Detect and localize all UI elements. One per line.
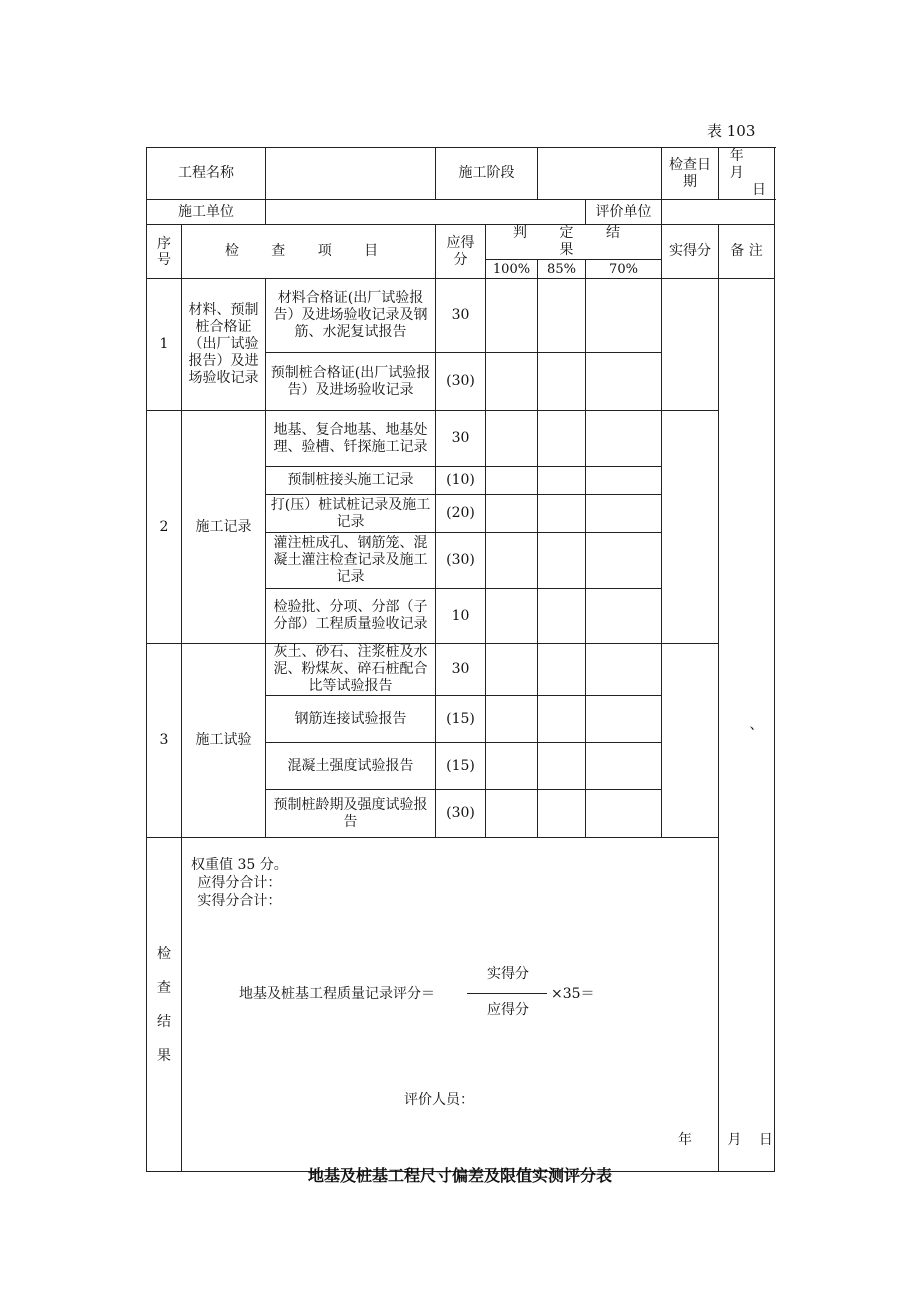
col-seq-text: 序号 [157,235,171,268]
cell-p85 [538,589,586,644]
cell-p100 [486,696,538,743]
actual-total-text: 实得分合计： [197,893,282,909]
cell-p70 [586,533,662,589]
eval-unit-label: 评价单位 [586,200,662,225]
cell-p100 [486,353,538,411]
cell-p70 [586,411,662,467]
cell-p85 [538,533,586,589]
cell-p70 [586,790,662,838]
group-3-name: 施工试验 [182,644,266,838]
result-label-cell [147,838,182,1172]
group-3-actual [662,644,719,838]
col-items: 检 查 项 目 [182,225,436,279]
unit-value [266,200,586,225]
formula-multiplier: ×35＝ [551,986,595,1002]
group-1-seq: 1 [147,279,182,411]
item-text: 灰土、砂石、注浆桩及水泥、粉煤灰、碎石桩配合比等试验报告 [266,644,436,696]
item-score: (30) [436,353,486,411]
due-total-text: 应得分合计： [197,875,282,891]
eval-unit-value [662,200,775,225]
result-row [147,838,775,1172]
item-score: (10) [436,467,486,495]
check-date-value [719,148,775,200]
cell-p70 [586,495,662,533]
date-year: 年 [729,148,744,164]
cell-p100 [486,790,538,838]
cell-p70 [586,743,662,790]
cell-p70 [586,279,662,353]
result-date [660,1132,773,1149]
unit-label: 施工单位 [147,200,266,225]
item-text: 钢筋连接试验报告 [266,696,436,743]
cell-p85 [538,467,586,495]
item-score: 30 [436,279,486,353]
group-1-name: 材料、预制桩合格证（出厂试验报告）及进场验收记录 [182,279,266,411]
evaluator-text: 评价人员： [404,1092,474,1108]
project-name-value [266,148,436,200]
result-year: 年 [678,1132,692,1148]
cell-p85 [538,696,586,743]
cell-p85 [538,495,586,533]
cell-p70 [586,589,662,644]
group-2-name: 施工记录 [182,411,266,644]
weight-text: 权重值 35 分。 [191,857,288,873]
col-remark: 备 注 [719,225,775,279]
col-actual: 实得分 [662,225,719,279]
cell-p70 [586,644,662,696]
score-formula [239,960,619,1030]
item-text: 预制桩接头施工记录 [266,467,436,495]
cell-p100 [486,589,538,644]
cell-p100 [486,743,538,790]
fraction-bar [467,993,547,994]
col-p100: 100% [486,260,538,279]
cell-p100 [486,279,538,353]
score-table [146,147,775,1172]
item-score: (15) [436,696,486,743]
cell-p100 [486,644,538,696]
column-header-row-1 [147,225,775,260]
check-date-label: 检查日期 [662,148,719,200]
group-2-seq: 2 [147,411,182,644]
cell-p70 [586,696,662,743]
table-row [147,279,775,353]
result-day: 日 [758,1132,773,1148]
formula-numerator: 实得分 [487,966,529,982]
item-score: (30) [436,790,486,838]
footer-title: 地基及桩基工程尺寸偏差及限值实测评分表 [307,1166,612,1185]
item-score: (30) [436,533,486,589]
date-month: 月 [729,165,744,181]
header-row-2 [147,200,775,225]
date-day: 日 [752,182,766,198]
item-text: 材料合格证(出厂试验报告）及进场验收记录及钢筋、水泥复试报告 [266,279,436,353]
cell-p70 [586,353,662,411]
cell-p100 [486,411,538,467]
result-month: 月 [727,1132,742,1148]
cell-p85 [538,411,586,467]
item-text: 打(压）桩试桩记录及施工记录 [266,495,436,533]
cell-p85 [538,279,586,353]
cell-p85 [538,743,586,790]
item-text: 混凝土强度试验报告 [266,743,436,790]
result-text-block [191,856,288,910]
item-text: 预制桩合格证(出厂试验报告）及进场验收记录 [266,353,436,411]
cell-p100 [486,533,538,589]
col-due: 应得分 [436,225,486,279]
header-row-1 [147,148,775,200]
col-p85: 85% [538,260,586,279]
stage-label: 施工阶段 [436,148,538,200]
cell-p100 [486,495,538,533]
cell-p85 [538,353,586,411]
formula-denominator: 应得分 [487,1002,529,1018]
item-text: 预制桩龄期及强度试验报告 [266,790,436,838]
cell-p85 [538,644,586,696]
cell-p100 [486,467,538,495]
group-2-actual [662,411,719,644]
table-row [147,644,775,696]
item-score: (15) [436,743,486,790]
item-score: 30 [436,411,486,467]
group-3-seq: 3 [147,644,182,838]
result-label: 检查结果 [157,945,171,1064]
col-seq [147,225,182,279]
item-score: (20) [436,495,486,533]
col-judge: 判 定 结 果 [486,225,662,260]
stage-value [538,148,662,200]
item-text: 灌注桩成孔、钢筋笼、混凝土灌注检查记录及施工记录 [266,533,436,589]
item-text: 地基、复合地基、地基处理、验槽、钎探施工记录 [266,411,436,467]
col-p70: 70% [586,260,662,279]
remark-mark: 、 [749,716,764,733]
table-number: 表 103 [707,122,756,140]
item-score: 30 [436,644,486,696]
group-1-actual [662,279,719,411]
result-content [182,838,775,1172]
cell-p70 [586,467,662,495]
cell-p85 [538,790,586,838]
project-name-label: 工程名称 [147,148,266,200]
table-row [147,411,775,467]
item-score: 10 [436,589,486,644]
item-text: 检验批、分项、分部（子分部）工程质量验收记录 [266,589,436,644]
formula-label: 地基及桩基工程质量记录评分＝ [239,986,435,1002]
